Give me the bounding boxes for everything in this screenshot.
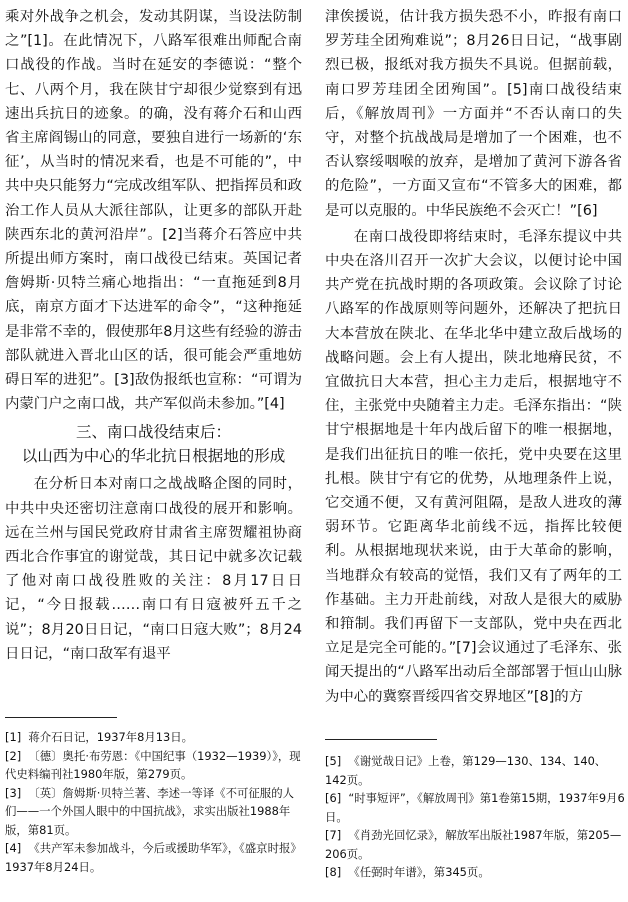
- section-heading-line: 以山西为中心的华北抗日根据地的形成: [21, 447, 286, 466]
- section-heading-line: 三、南口战役结束后：: [75, 423, 231, 442]
- footnote-rule: [5, 717, 117, 718]
- footnote: [4] 《共产军未参加战斗，今后或援助华军》，《盛京时报》1937年8月24日。: [5, 841, 302, 874]
- footnote: [7] 《肖劲光回忆录》，解放军出版社1987年版，第205—206页。: [325, 828, 622, 861]
- section-heading: [5, 420, 302, 468]
- footnote: [1] 蒋介石日记，1937年8月13日。: [5, 730, 194, 744]
- body-paragraph: 在南口战役即将结束时，毛泽东提议中共中央在洛川召开一次扩大会议，以便讨论中国共产党在抗战时期的各项政策。会议除了讨论八路军的作战原则等问题外，还解决了把抗日大本营放在陕北、在华北华中建立敌后战场的战略问题。会上有人提出，陕北地瘠民贫，不宜做抗日大本营，担心主力走后，根据地守不住，主张党中央随着主力走。毛泽东指出：“陕甘宁根据地是十年内战后留下的唯一根据地，是我们出征抗日的唯一依托，党中央要在这里扎根。陕甘宁有它的优势，从地理条件上说，它交通不便，又有黄河阻隔，是敌人进攻的薄弱环节。它距离华北前线不远，指挥比较便利。从根据地现状来说，由于大革命的影响，当地群众有较高的觉悟，我们又有了两年的工作基础。主力开赴前线，对敌人是很大的威胁和箝制。我们再留下一支部队，党中央在西北立足是完全可能的。”[7]会议通过了毛泽东、张闻天提出的“八路军出动后全部部署于恒山山脉为中心的冀察晋绥四省交界地区”[8]的方: [325, 228, 622, 705]
- footnote: [2] 〔德〕奥托·布劳恩：《中国纪事（1932—1939）》，现代史料编刊社1980年版，第279页。: [5, 748, 301, 781]
- footnotes-left: [5, 728, 305, 876]
- right-column: [325, 5, 622, 709]
- body-paragraph: 在分析日本对南口之战战略企图的同时，中共中央还密切注意南口战役的展开和影响。远在兰州与国民党政府甘肃省主席贺耀祖协商西北合作事宜的谢觉哉，其日记中就多次记载了他对南口战役胜败的关注：8月17日日记，“今日报载……南口有日寇被歼五千之说”；8月20日日记，“南口日寇大败”；8月24日日记，“南口敌军有退平: [5, 476, 302, 662]
- footnotes-right: [325, 752, 625, 882]
- body-paragraph: 津俟援说，估计我方损失恐不小，昨报有南口罗芳珪全团殉难说”；8月26日日记，“战事剧烈已极，报纸对我方损失不具说。但据前载，南口罗芳珪团全团殉国”。[5]南口战役结束后，《解放周刊》一方面并“不否认南口的失守，对整个抗战战局是增加了一个困难，也不否认察绥咽喉的放弃，是增加了黄河下游各省的危险”，一方面又宣布“不管多大的困难，都是可以克服的。中华民族绝不会灭亡！”[6]: [325, 9, 622, 219]
- footnote: [3] 〔英〕詹姆斯·贝特兰著、李述一等译《不可征服的人们——一个外国人眼中的中国抗战》，求实出版社1988年版，第81页。: [5, 785, 294, 837]
- body-paragraph: 乘对外战争之机会，发动其阴谋，当设法防制之”[1]。在此情况下，八路军很难出师配合南口战役的作战。当时在延安的李德说：“整个七、八两个月，我在陕甘宁却很少觉察到有迅速出兵抗日的迹象。的确，没有蒋介石和山西省主席阎锡山的同意，要独自进行一场新的‘东征’，从当时的情况来看，也是不可能的”，中共中央只能努力“完成改组军队、把指挥员和政治工作人员从大派往部队，让更多的部队开赴陕西东北的黄河沿岸”。[2]当蒋介石答应中共所提出师方案时，南口战役已结束。英国记者詹姆斯·贝特兰痛心地指出：“一直拖延到8月底，南京方面才下达进军的命令”，“这种拖延是非常不幸的，假使那年8月这些有经验的游击部队就进入晋北山区的话，很可能会严重地妨碍日军的进犯”。[3]敌伪报纸也宣称：“可谓为内蒙门户之南口战，共产军似尚未参加。”[4]: [5, 9, 302, 413]
- footnote-rule: [325, 739, 437, 740]
- left-column: [5, 5, 302, 666]
- footnote: [6] “时事短评”，《解放周刊》第1卷第15期，1937年9月6日。: [325, 791, 625, 824]
- footnote: [8] 《任弼时年谱》，第345页。: [325, 865, 490, 879]
- footnote: [5] 《谢觉哉日记》上卷，第129—130、134、140、142页。: [325, 754, 607, 787]
